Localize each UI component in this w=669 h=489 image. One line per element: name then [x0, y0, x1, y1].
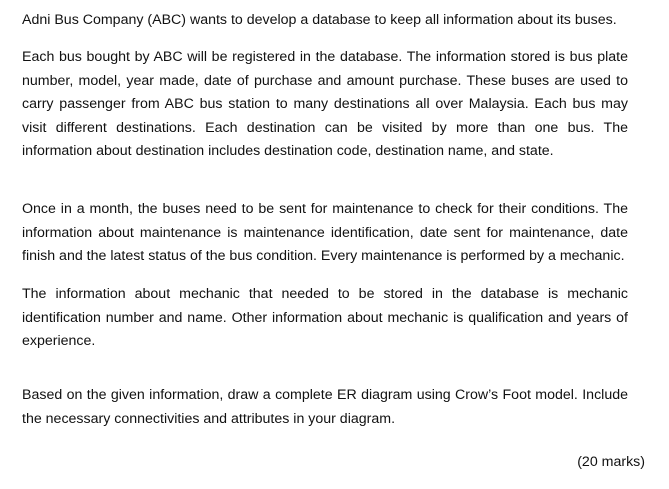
- mechanic-paragraph: The information about mechanic that needed to be stored in the database is mechanic identification number and name. Other information about mechanic is qualification and years of experience.: [22, 286, 628, 350]
- bus-destination-paragraph: Each bus bought by ABC will be registered in the database. The information stored is bus plate number, model, year made, date of purchase and amount purchase. These buses are used to carry passenger from ABC bus station to many destinations all over Malaysia. Each bus may visit different destinations. Each destination can be visited by more than one bus. The information about destination includes destination code, destination name, and state.: [22, 49, 628, 160]
- marks-label: (20 marks): [577, 454, 645, 470]
- maintenance-paragraph: Once in a month, the buses need to be sent for maintenance to check for their conditions. The information about maintenance is maintenance identification, date sent for maintenance, date finish and the latest status of the bus condition. Every maintenance is performed by a mechanic.: [22, 201, 628, 265]
- task-instruction-paragraph: Based on the given information, draw a complete ER diagram using Crow’s Foot model. Include the necessary connectivities and attributes in your diagram.: [22, 387, 628, 427]
- intro-paragraph: Adni Bus Company (ABC) wants to develop a database to keep all information about its buses.: [22, 12, 617, 28]
